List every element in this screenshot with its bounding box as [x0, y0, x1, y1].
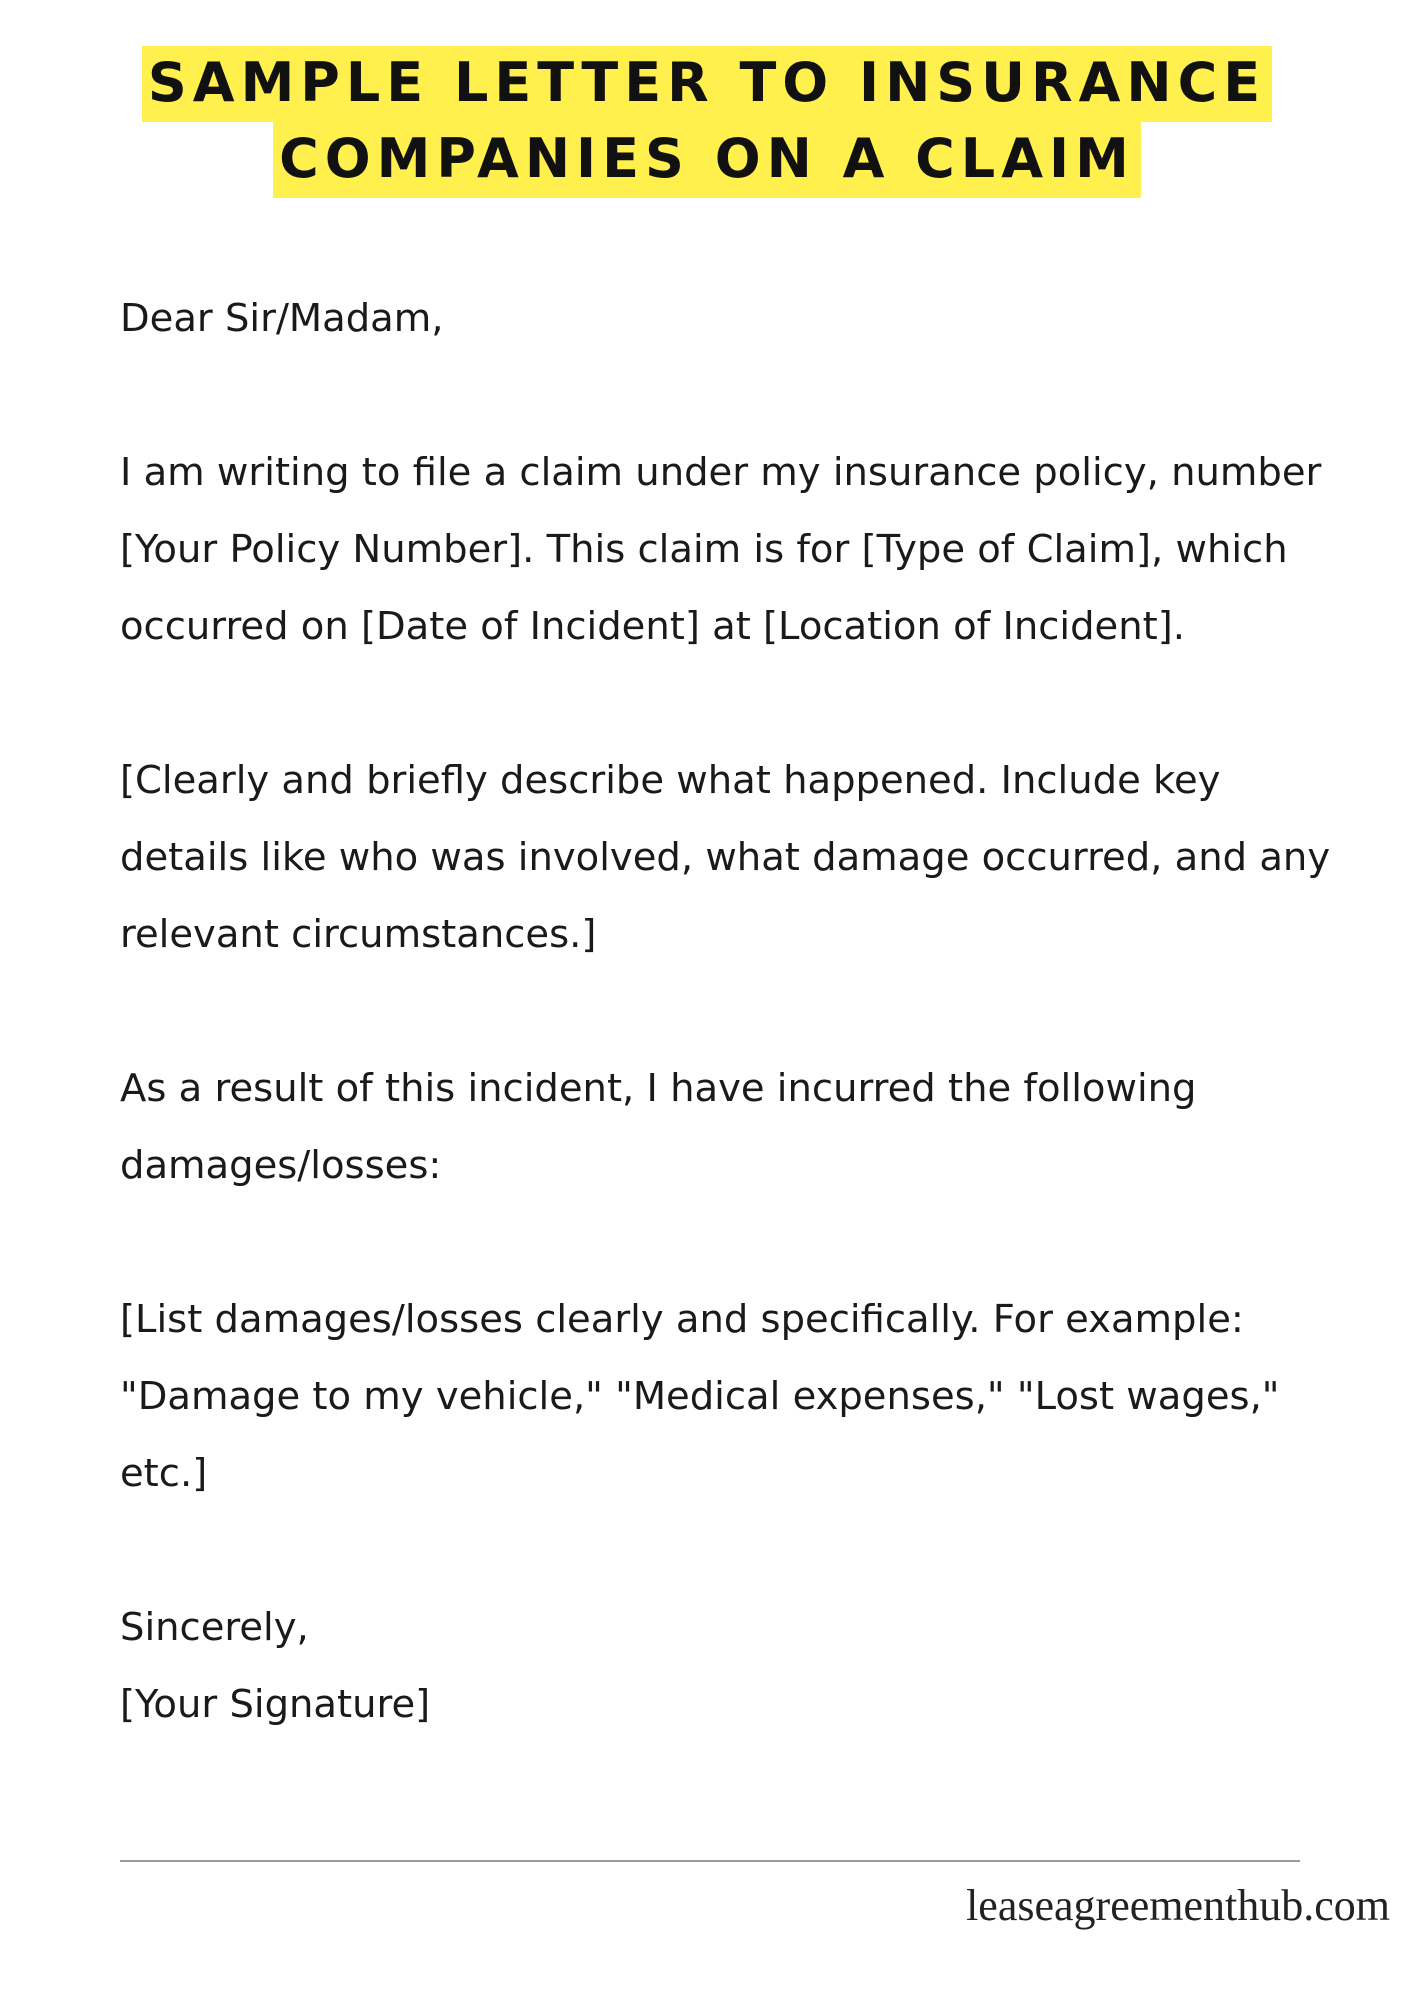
paragraph-damages-intro: As a result of this incident, I have incurred the following damages/losses: [120, 1066, 1197, 1188]
title-line-2: COMPANIES ON A CLAIM [273, 122, 1141, 198]
page-title [0, 46, 1414, 198]
closing: Sincerely, [120, 1605, 309, 1650]
title-line-1: SAMPLE LETTER TO INSURANCE [142, 46, 1272, 122]
paragraph-incident-description: [Clearly and briefly describe what happened. Include key details like who was involved, what damage occurred, and any relevant circumstances.] [120, 758, 1331, 957]
paragraph-damages-list: [List damages/losses clearly and specifically. For example: "Damage to my vehicle," "Medical expenses," "Lost wages," etc.] [120, 1297, 1280, 1496]
footer-website: leaseagreementhub.com [966, 1881, 1390, 1930]
footer-divider [120, 1860, 1300, 1862]
letter-body [120, 280, 1360, 1743]
salutation: Dear Sir/Madam, [120, 296, 444, 341]
signature-placeholder: [Your Signature] [120, 1682, 431, 1727]
paragraph-policy-claim: I am writing to file a claim under my insurance policy, number [Your Policy Number]. This claim is for [Type of Claim], which occurred on [Date of Incident] at [Location of Incident]. [120, 450, 1322, 649]
